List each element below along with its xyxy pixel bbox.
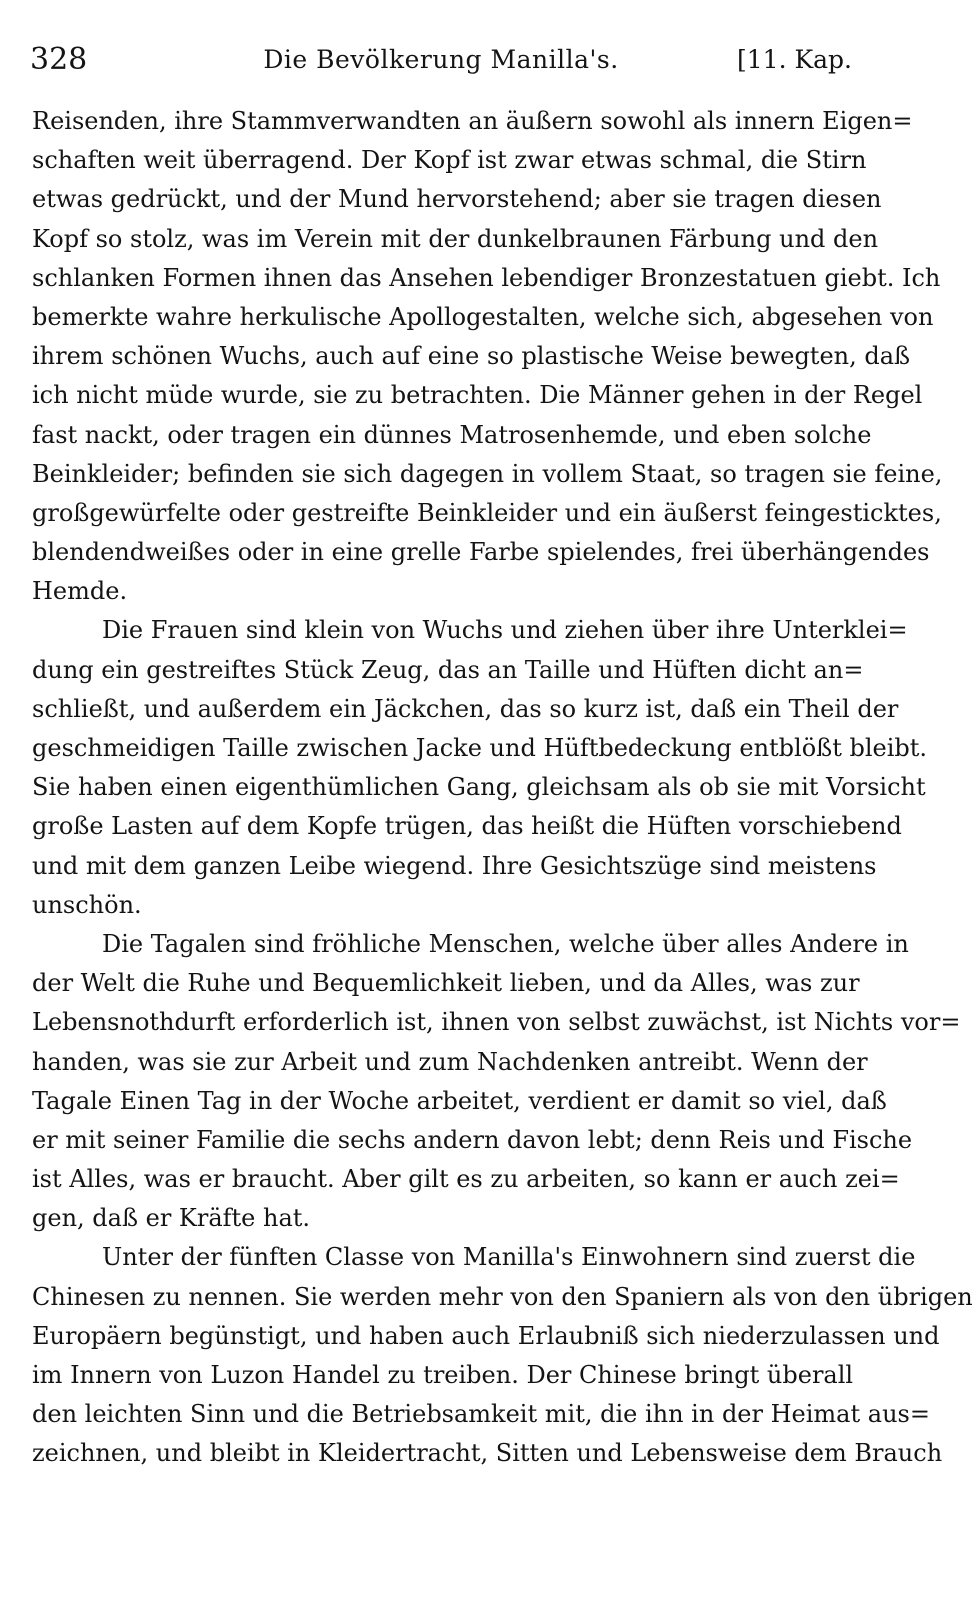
- paragraph: [32, 102, 943, 611]
- text-line: großgewürfelte oder gestreifte Beinkleider und ein äußerst feingesticktes,: [32, 498, 942, 527]
- page-header: [30, 40, 852, 80]
- chapter-label: [11. Kap.: [737, 45, 852, 74]
- paragraph: [32, 611, 928, 925]
- text-line: im Innern von Luzon Handel zu treiben. Der Chinese bringt überall: [32, 1361, 854, 1389]
- text-line: den leichten Sinn und die Betriebsamkeit mit, die ihn in der Heimat aus=: [32, 1400, 930, 1429]
- text-line: unschön.: [32, 890, 142, 919]
- text-line: Hemde.: [32, 577, 128, 606]
- text-line: ihrem schönen Wuchs, auch auf eine so plastische Weise bewegten, daß: [32, 342, 911, 371]
- text-line: geschmeidigen Taille zwischen Jacke und Hüftbedeckung entblößt bleibt.: [32, 734, 928, 762]
- text-line: handen, was sie zur Arbeit und zum Nachdenken antreibt. Wenn der: [32, 1047, 868, 1076]
- text-line: Reisenden, ihre Stammverwandten an äußern sowohl als innern Eigen=: [32, 107, 913, 135]
- text-line: Unter der fünften Classe von Manilla's Einwohnern sind zuerst die: [102, 1243, 916, 1272]
- text-line: Tagale Einen Tag in der Woche arbeitet, verdient er damit so viel, daß: [32, 1086, 887, 1115]
- text-line: ist Alles, was er braucht. Aber gilt es zu arbeiten, so kann er auch zei=: [32, 1165, 900, 1194]
- text-line: bemerkte wahre herkulische Apollogestalten, welche sich, abgesehen von: [32, 302, 934, 331]
- text-line: Chinesen zu nennen. Sie werden mehr von den Spaniern als von den übrigen: [32, 1282, 973, 1311]
- text-line: er mit seiner Familie die sechs andern davon lebt; denn Reis und Fische: [32, 1125, 913, 1154]
- text-line: der Welt die Ruhe und Bequemlichkeit lieben, und da Alles, was zur: [32, 969, 860, 998]
- text-line: und mit dem ganzen Leibe wiegend. Ihre Gesichtszüge sind meistens: [32, 851, 877, 880]
- paragraph: [32, 925, 961, 1239]
- text-line: Kopf so stolz, was im Verein mit der dunkelbraunen Färbung und den: [32, 224, 879, 253]
- text-line: große Lasten auf dem Kopfe trügen, das heißt die Hüften vorschiebend: [32, 812, 902, 841]
- text-line: gen, daß er Kräfte hat.: [32, 1204, 311, 1233]
- text-line: fast nackt, oder tragen ein dünnes Matrosenhemde, und eben solche: [32, 420, 872, 449]
- text-line: ich nicht müde wurde, sie zu betrachten. Die Männer gehen in der Regel: [32, 381, 923, 410]
- page-number: 328: [30, 42, 88, 77]
- paragraph: [32, 1238, 973, 1473]
- text-line: Sie haben einen eigenthümlichen Gang, gleichsam als ob sie mit Vorsicht: [32, 773, 926, 802]
- text-line: schließt, und außerdem ein Jäckchen, das so kurz ist, daß ein Theil der: [32, 694, 899, 723]
- text-line: Beinkleider; befinden sie sich dagegen in vollem Staat, so tragen sie feine,: [32, 459, 943, 488]
- text-line: dung ein gestreiftes Stück Zeug, das an Taille und Hüften dicht an=: [32, 655, 864, 684]
- text-line: schlanken Formen ihnen das Ansehen lebendiger Bronzestatuen giebt. Ich: [32, 263, 941, 292]
- text-line: etwas gedrückt, und der Mund hervorstehend; aber sie tragen diesen: [32, 185, 882, 214]
- page-body: [32, 102, 973, 1474]
- text-line: Die Frauen sind klein von Wuchs und ziehen über ihre Unterklei=: [102, 616, 908, 645]
- text-line: Europäern begünstigt, und haben auch Erlaubniß sich niederzulassen und: [32, 1321, 940, 1350]
- running-title: Die Bevölkerung Manilla's.: [263, 45, 619, 74]
- text-line: zeichnen, und bleibt in Kleidertracht, Sitten und Lebensweise dem Brauch: [32, 1439, 943, 1468]
- text-line: blendendweißes oder in eine grelle Farbe spielendes, frei überhängendes: [32, 538, 930, 567]
- text-line: Lebensnothdurft erforderlich ist, ihnen von selbst zuwächst, ist Nichts vor=: [32, 1008, 961, 1037]
- text-line: schaften weit überragend. Der Kopf ist zwar etwas schmal, die Stirn: [32, 146, 867, 175]
- text-line: Die Tagalen sind fröhliche Menschen, welche über alles Andere in: [102, 929, 909, 958]
